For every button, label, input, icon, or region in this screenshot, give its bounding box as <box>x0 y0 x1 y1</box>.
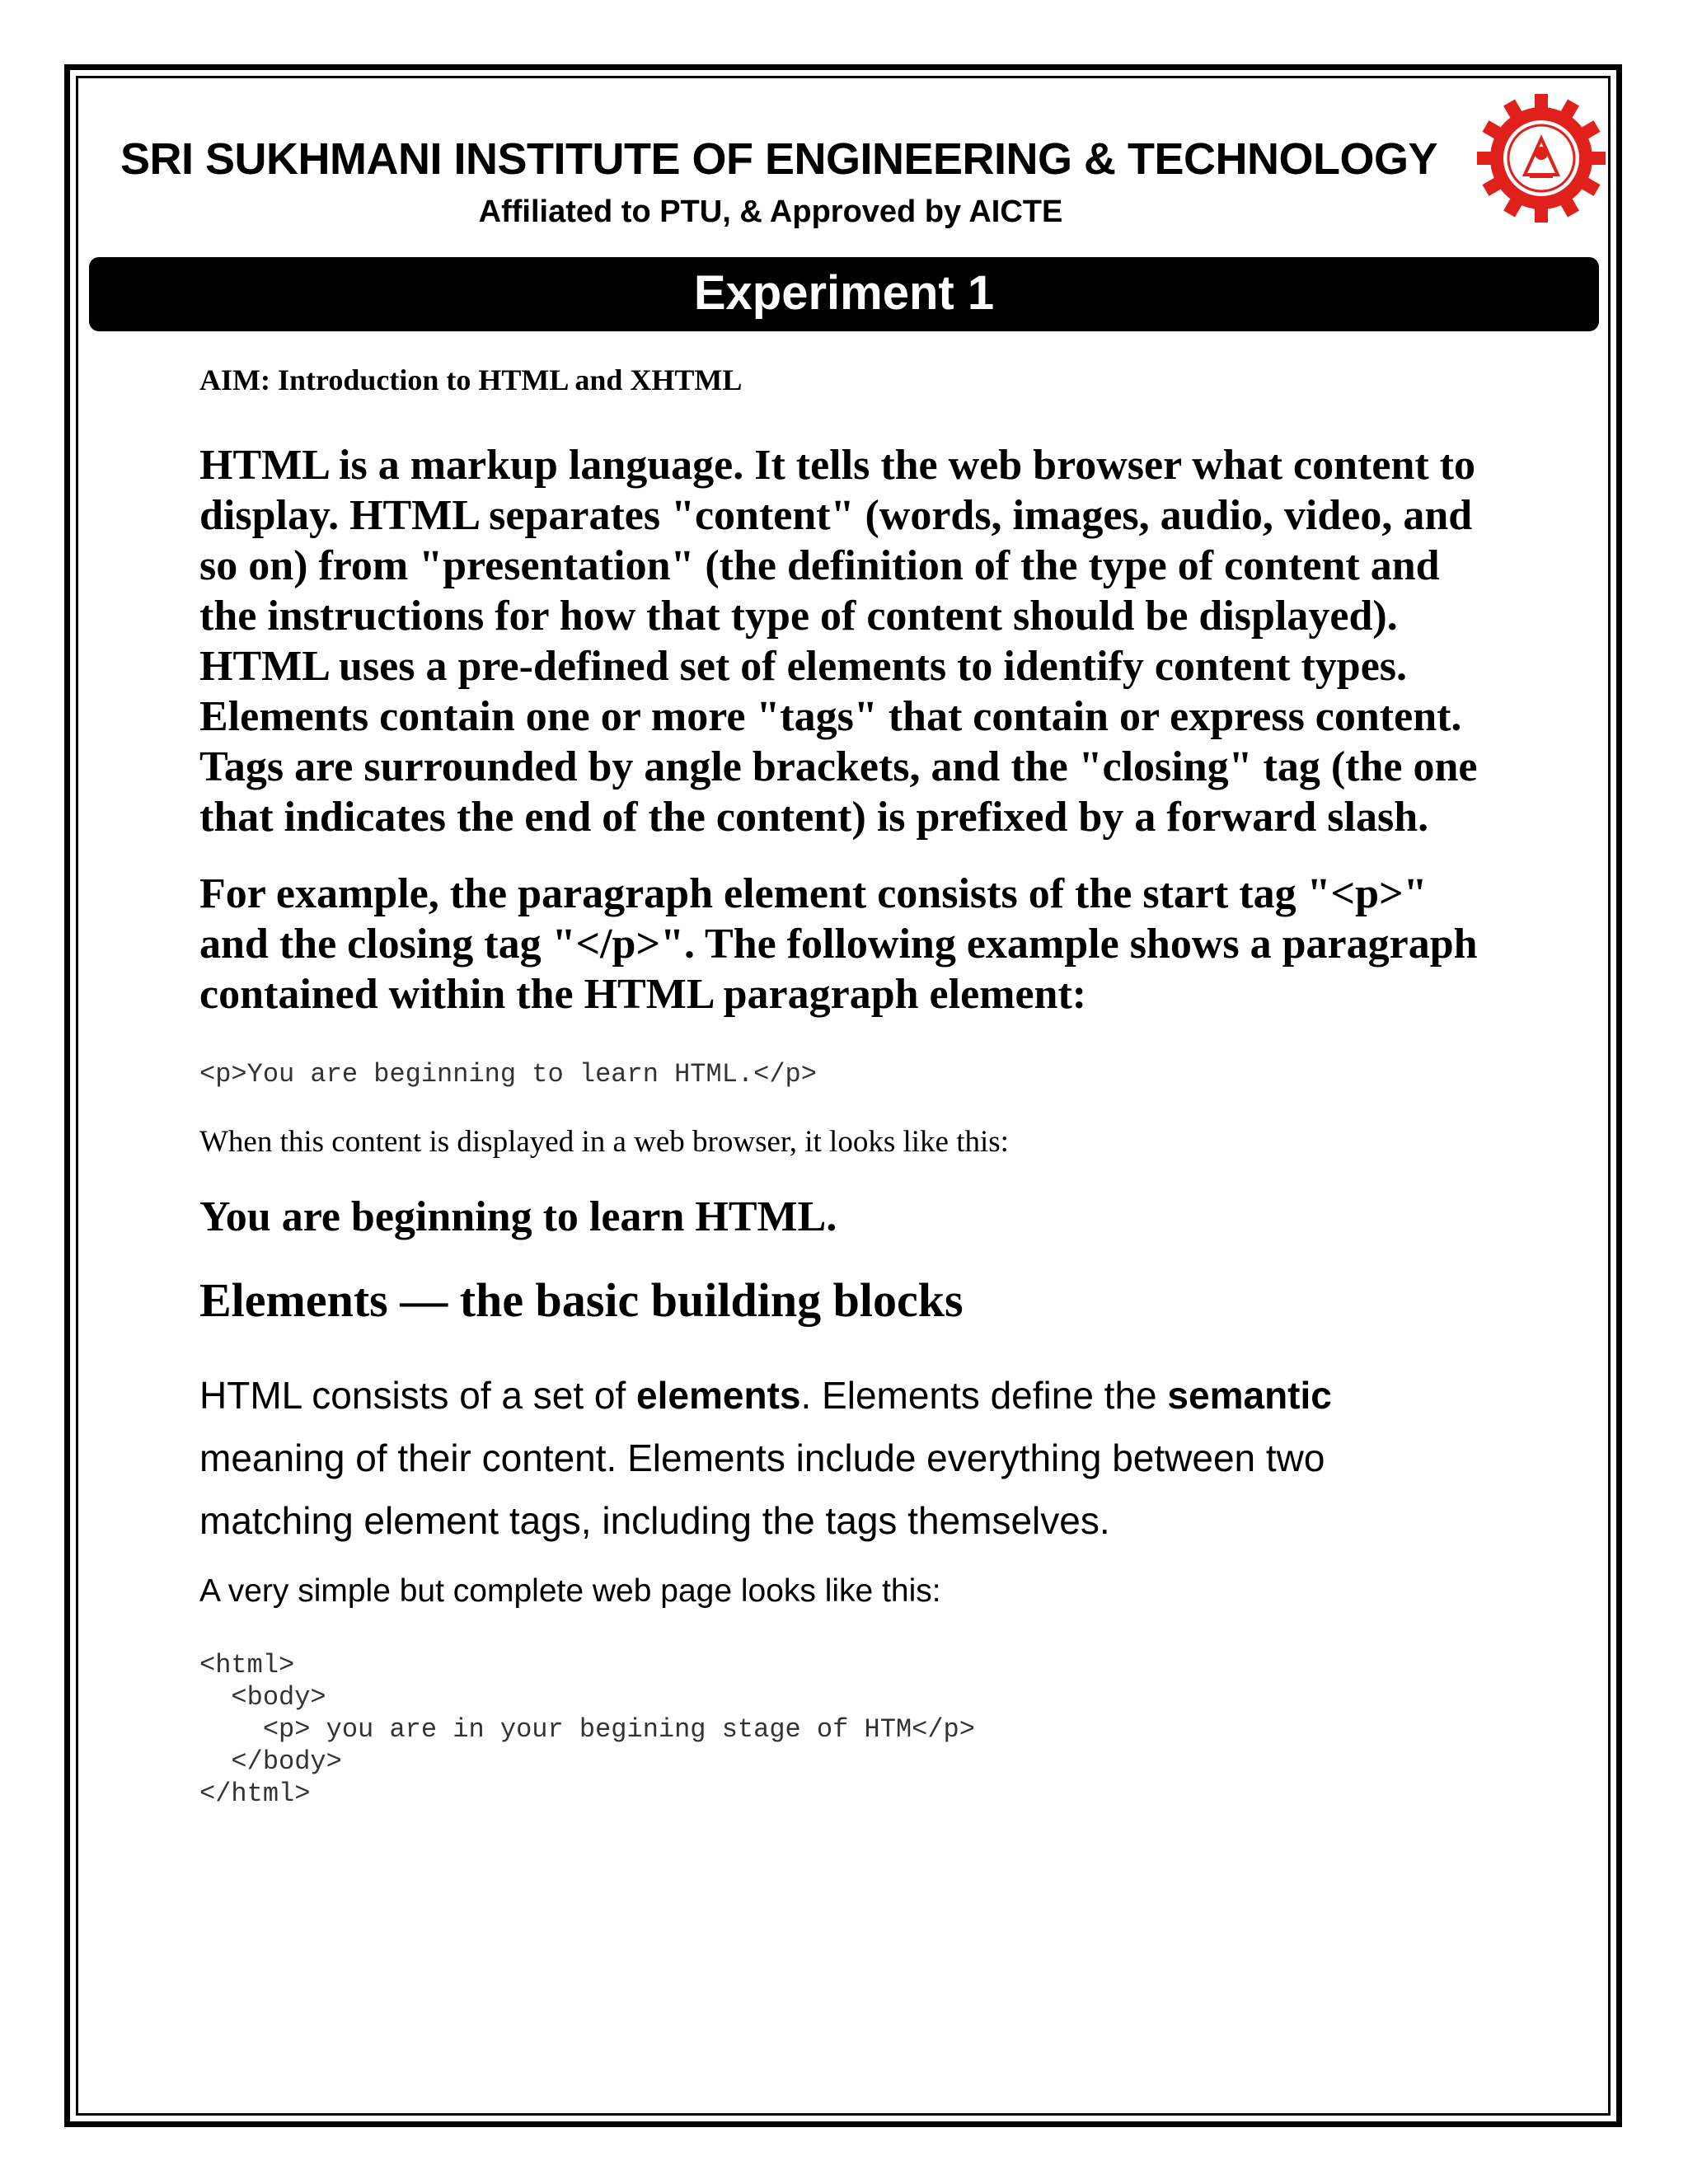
elements-paragraph <box>199 1364 1485 1552</box>
document-body <box>199 363 1485 1810</box>
simple-page-intro: A very simple but complete web page looks like this: <box>199 1573 941 1609</box>
institute-logo <box>1475 92 1607 224</box>
elements-text-1: HTML consists of a set of <box>199 1374 637 1417</box>
elements-text-3: meaning of their content. Elements include everything between two matching element tags, including the tags themselves. <box>199 1436 1325 1542</box>
code-example: <p>You are beginning to learn HTML.</p> <box>199 1059 817 1090</box>
elements-bold-2: semantic <box>1167 1374 1332 1417</box>
display-intro: When this content is displayed in a web browser, it looks like this: <box>199 1125 1009 1159</box>
section-heading: Elements — the basic building blocks <box>199 1273 964 1327</box>
code-block: <html> <body> <p> you are in your begining stage of HTM</p> </body> </html> <box>199 1650 975 1809</box>
experiment-banner <box>89 257 1599 331</box>
example-paragraph: For example, the paragraph element consists of the start tag "<p>" and the closing tag "</p>". The following example shows a paragraph contained within the HTML paragraph element: <box>199 870 1478 1018</box>
rendered-output: You are beginning to learn HTML. <box>199 1193 837 1240</box>
intro-paragraph: HTML is a markup language. It tells the web browser what content to display. HTML separates "content" (words, images, audio, video, and so on) from "presentation" (the definition of the type of content and the instructions for how that type of content should be displayed). HTML uses a pre-defined set of elements to identify content types. Elements contain one or more "tags" that contain or express content. Tags are surrounded by angle brackets, and the "closing" tag (the one that indicates the end of the content) is prefixed by a forward slash. <box>199 442 1478 841</box>
affiliation-line: Affiliated to PTU, & Approved by AICTE <box>478 194 1063 229</box>
experiment-title: Experiment 1 <box>693 266 995 320</box>
elements-bold-1: elements <box>636 1374 801 1417</box>
institute-name: SRI SUKHMANI INSTITUTE OF ENGINEERING & TECHNOLOGY <box>120 134 1438 184</box>
aim-line: AIM: Introduction to HTML and XHTML <box>199 363 743 396</box>
elements-text-2: . Elements define the <box>800 1374 1168 1417</box>
